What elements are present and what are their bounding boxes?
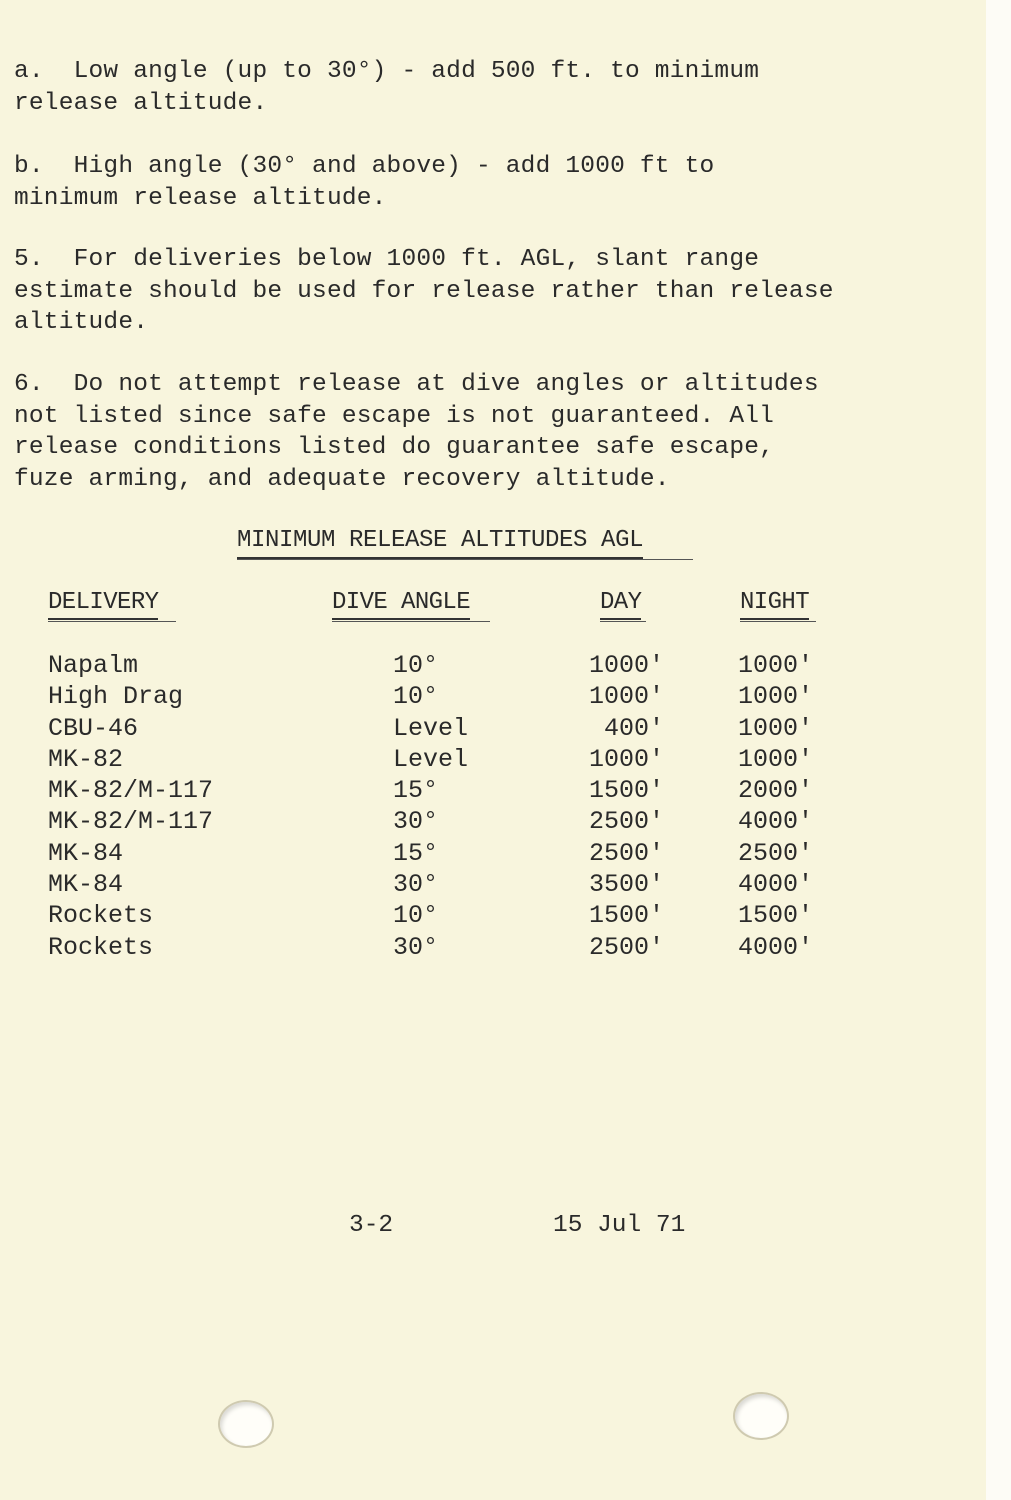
delivery-cell: MK-84 (48, 838, 124, 868)
paragraph-b: b. High angle (30° and above) - add 1000 ft to minimum release altitude. (14, 153, 715, 212)
day-altitude-cell: 400' (603, 713, 664, 743)
night-altitude-cell: 1500' (738, 901, 814, 931)
night-altitude-cell: 1000' (738, 744, 814, 774)
day-altitude-cell: 2500' (588, 932, 664, 962)
binder-hole-right (733, 1392, 789, 1440)
delivery-cell: MK-84 (48, 870, 124, 900)
dive-angle-cell: 30° (393, 870, 439, 900)
header-night: NIGHT (740, 588, 809, 620)
paragraph-a: a. Low angle (up to 30°) - add 500 ft. to minimum release altitude. (14, 58, 760, 117)
table-row (0, 900, 986, 931)
night-altitude-cell: 4000' (738, 870, 814, 900)
table-row (0, 932, 986, 963)
delivery-cell: Rockets (48, 932, 154, 962)
dive-angle-cell: 10° (393, 682, 439, 712)
dive-angle-cell: Level (393, 744, 469, 774)
day-altitude-cell: 1500' (588, 776, 664, 806)
delivery-cell: CBU-46 (48, 713, 139, 743)
delivery-cell: MK-82/M-117 (48, 807, 214, 837)
paragraph-6: 6. Do not attempt release at dive angles or altitudes not listed since safe escape is not guaranteed. All release conditions listed do guarantee safe escape, fuze arming, and adequate recovery altitude. (14, 371, 819, 493)
title-double-underline (237, 559, 693, 560)
table-row (0, 806, 986, 837)
night-altitude-cell: 1000' (738, 713, 814, 743)
header-day-underline (600, 621, 646, 622)
dive-angle-cell: 15° (393, 776, 439, 806)
delivery-cell: High Drag (48, 682, 184, 712)
delivery-cell: Rockets (48, 901, 154, 931)
header-dive-angle: DIVE ANGLE (332, 588, 470, 620)
binder-hole-left (218, 1400, 274, 1448)
paragraph-5: 5. For deliveries below 1000 ft. AGL, slant range estimate should be used for release rather than release altitude. (14, 246, 834, 336)
night-altitude-cell: 1000' (738, 651, 814, 680)
table-row (0, 869, 986, 900)
header-day: DAY (600, 588, 641, 620)
table-row (0, 713, 986, 744)
release-altitudes-table (0, 650, 986, 963)
page-date: 15 Jul 71 (553, 1212, 686, 1239)
night-altitude-cell: 2500' (738, 838, 814, 868)
dive-angle-cell: 15° (393, 838, 439, 868)
day-altitude-cell: 3500' (588, 870, 664, 900)
table-row (0, 681, 986, 712)
delivery-cell: MK-82/M-117 (48, 776, 214, 806)
dive-angle-cell: 30° (393, 932, 439, 962)
day-altitude-cell: 1000' (588, 651, 664, 680)
table-title: MINIMUM RELEASE ALTITUDES AGL (237, 526, 643, 559)
page-edge (986, 0, 1011, 1500)
delivery-cell: MK-82 (48, 744, 124, 774)
header-delivery: DELIVERY (48, 588, 158, 620)
table-row (0, 744, 986, 775)
day-altitude-cell: 1000' (588, 744, 664, 774)
table-row (0, 838, 986, 869)
dive-angle-cell: Level (393, 713, 469, 743)
dive-angle-cell: 30° (393, 807, 439, 837)
night-altitude-cell: 2000' (738, 776, 814, 806)
dive-angle-cell: 10° (393, 901, 439, 931)
header-dive-angle-underline (332, 621, 490, 622)
night-altitude-cell: 4000' (738, 932, 814, 962)
table-row (0, 650, 986, 681)
table-row (0, 775, 986, 806)
header-night-underline (740, 621, 816, 622)
dive-angle-cell: 10° (393, 651, 439, 680)
day-altitude-cell: 1500' (588, 901, 664, 931)
day-altitude-cell: 1000' (588, 682, 664, 712)
night-altitude-cell: 4000' (738, 807, 814, 837)
header-delivery-underline (48, 621, 176, 622)
night-altitude-cell: 1000' (738, 682, 814, 712)
delivery-cell: Napalm (48, 651, 139, 680)
day-altitude-cell: 2500' (588, 807, 664, 837)
day-altitude-cell: 2500' (588, 838, 664, 868)
page-number: 3-2 (349, 1212, 394, 1239)
